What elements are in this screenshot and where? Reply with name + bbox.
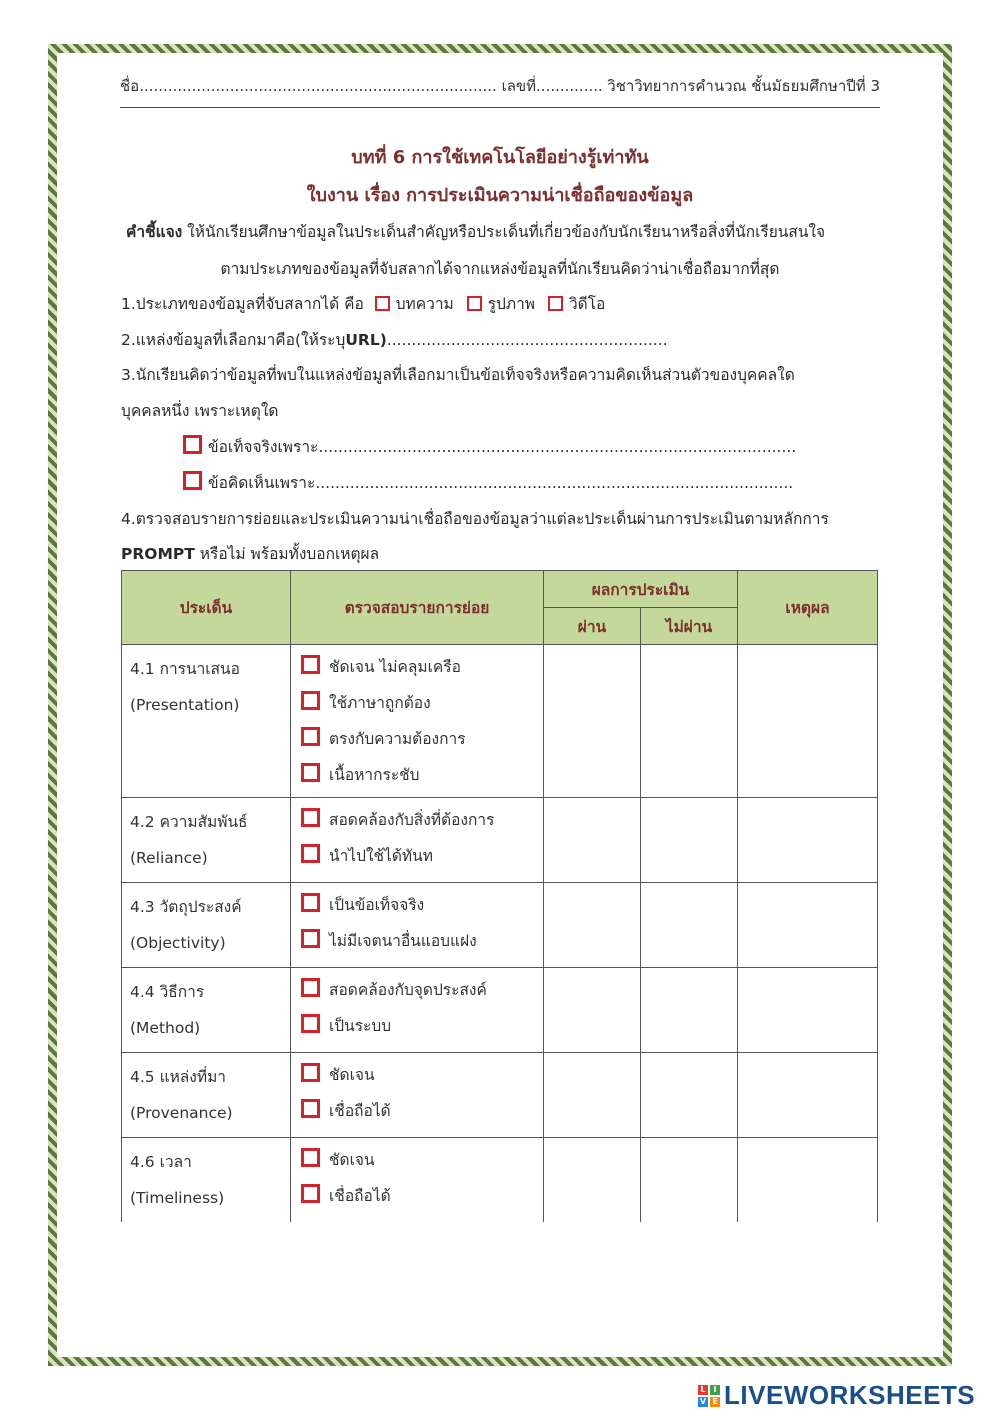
check-item-checkbox[interactable] [301,1184,320,1203]
check-item [301,1057,533,1093]
check-item [301,1178,533,1214]
topic-english: (Presentation) [130,696,240,714]
check-item-checkbox[interactable] [301,1148,320,1167]
check-item-checkbox[interactable] [301,893,320,912]
instructions-line1 [126,219,825,244]
reason-cell[interactable] [738,645,878,798]
topic-english: (Objectivity) [130,934,226,952]
topic-thai: 4.5 แหล่งที่มา [130,1068,226,1086]
checks-cell [291,968,544,1053]
q3-opinion-row [183,470,793,495]
pass-cell[interactable] [544,1053,641,1138]
topic-thai: 4.3 วัตถุประสงค์ [130,898,242,916]
check-item-checkbox[interactable] [301,763,320,782]
q1-text: 1.ประเภทของข้อมูลที่จับสลากได้ คือ [121,295,364,313]
checks-cell [291,645,544,798]
pass-cell[interactable] [544,1138,641,1223]
reason-cell[interactable] [738,798,878,883]
check-item-label: นำไปใช้ได้ทันท [329,847,433,865]
header-check: ตรวจสอบรายการย่อย [291,571,544,645]
check-item [301,887,533,923]
header-fail: ไม่ผ่าน [641,608,738,645]
topic-cell [122,968,291,1053]
topic-english: (Method) [130,1019,201,1037]
liveworksheets-logo [698,1380,975,1411]
table-row [122,1053,878,1138]
q3-fact-text[interactable]: ข้อเท็จจริงเพราะ................................................................................................. [208,438,797,456]
check-item-checkbox[interactable] [301,1099,320,1118]
topic-english: (Reliance) [130,849,208,867]
header-pass: ผ่าน [544,608,641,645]
header-issue: ประเด็น [122,571,291,645]
checks-cell [291,1053,544,1138]
topic-thai: 4.6 เวลา [130,1153,192,1171]
logo-mark-v: V [699,1396,707,1406]
logo-mark-l: L [698,1385,708,1395]
q2-text: 2.แหล่งข้อมูลที่เลือกมาคือ(ให้ระบุ [121,331,346,349]
header-divider [120,107,880,108]
topic-thai: 4.2 ความสัมพันธ์ [130,813,248,831]
check-item-checkbox[interactable] [301,808,320,827]
question-2 [121,327,668,352]
question-4-line2 [121,541,379,566]
checks-cell [291,798,544,883]
fail-cell[interactable] [641,968,738,1053]
check-item [301,1008,533,1044]
reason-cell[interactable] [738,883,878,968]
fail-cell[interactable] [641,798,738,883]
check-item-checkbox[interactable] [301,1063,320,1082]
topic-text [122,883,290,967]
check-item-checkbox[interactable] [301,691,320,710]
topic-text [122,1053,290,1137]
check-item-checkbox[interactable] [301,1014,320,1033]
check-item-label: สอดคล้องกับจุดประสงค์ [329,981,487,999]
option-image: รูปภาพ [487,295,536,313]
check-item-checkbox[interactable] [301,929,320,948]
reason-cell[interactable] [738,1053,878,1138]
topic-english: (Provenance) [130,1104,233,1122]
check-item-label: สอดคล้องกับสิ่งที่ต้องการ [329,811,495,829]
check-item-label: เป็นระบบ [329,1017,392,1035]
instructions-label: คำชี้แจง [126,223,183,241]
check-item-label: ชัดเจน [329,1151,375,1169]
topic-text [122,798,290,882]
worksheet-title: ใบงาน เรื่อง การประเมินความน่าเชื่อถือของข้อมูล [306,185,694,206]
reason-cell[interactable] [738,1138,878,1223]
check-item [301,1093,533,1129]
check-item-label: เชื่อถือได้ [329,1187,391,1205]
table-row [122,645,878,798]
check-item-label: เนื้อหากระชับ [329,766,420,784]
evaluation-table [121,570,878,1222]
check-item [301,685,533,721]
check-item-checkbox[interactable] [301,844,320,863]
topic-thai: 4.1 การนาเสนอ [130,660,240,678]
question-4-line1: 4.ตรวจสอบรายการย่อยและประเมินความน่าเชื่อถือของข้อมูลว่าแต่ละประเด็นผ่านการประเมินตามหลักการ [121,510,829,528]
instructions-line2: ตามประเภทของข้อมูลที่จับสลากได้จากแหล่งข้อมูลที่นักเรียนคิดว่าน่าเชื่อถือมากที่สุด [220,260,780,278]
checkbox-opinion[interactable] [183,471,202,490]
fail-cell[interactable] [641,1053,738,1138]
checkbox-image[interactable] [467,296,482,311]
q2-answer-line[interactable]: ......................................................... [386,331,668,349]
fail-cell[interactable] [641,1138,738,1223]
check-item [301,923,533,959]
subject-label: วิชาวิทยาการคำนวณ ชั้นมัธยมศึกษาปีที่ 3 [607,77,880,95]
checkbox-fact[interactable] [183,435,202,454]
header-result: ผลการประเมิน [544,571,738,608]
logo-text: LIVEWORKSHEETS [724,1380,976,1410]
topic-thai: 4.4 วิธีการ [130,983,205,1001]
check-item-checkbox[interactable] [301,978,320,997]
table-row [122,968,878,1053]
q3-fact-row [183,434,796,459]
q4-rest: หรือไม่ พร้อมทั้งบอกเหตุผล [194,545,380,563]
check-item-label: เชื่อถือได้ [329,1102,391,1120]
lesson-title: บทที่ 6 การใช้เทคโนโลยีอย่างรู้เท่าทัน [351,147,649,168]
check-item-label: เป็นข้อเท็จจริง [329,896,425,914]
pass-cell[interactable] [544,883,641,968]
check-item [301,972,533,1008]
header [120,74,880,98]
table-row [122,1138,878,1223]
check-item [301,757,533,793]
check-item [301,721,533,757]
check-item-label: ไม่มีเจตนาอื่นแอบแฝง [329,932,477,950]
q3-opinion-text[interactable]: ข้อคิดเห็นเพราะ................................................................................................. [208,474,794,492]
table-row [122,798,878,883]
logo-mark-icon [698,1385,720,1407]
check-item-label: ชัดเจน ไม่คลุมเครือ [329,658,461,676]
q2-url-label: URL) [345,331,387,349]
option-video: วิดีโอ [568,295,606,313]
check-item [301,838,533,874]
topic-cell [122,883,291,968]
pass-cell[interactable] [544,645,641,798]
checks-cell [291,883,544,968]
checks-cell [291,1138,544,1223]
check-item [301,1142,533,1178]
check-item [301,802,533,838]
topic-english: (Timeliness) [130,1189,225,1207]
question-1 [121,291,605,316]
checkbox-video[interactable] [548,296,563,311]
option-article: บทความ [395,295,454,313]
name-field[interactable]: ชื่อ........................................................................... เลขที่.............. [120,77,603,95]
pass-cell[interactable] [544,798,641,883]
check-item [301,649,533,685]
question-3-line2: บุคคลหนึ่ง เพราะเหตุใด [121,402,279,420]
logo-mark-e: E [710,1397,720,1407]
question-3-line1: 3.นักเรียนคิดว่าข้อมูลที่พบในแหล่งข้อมูลที่เลือกมาเป็นข้อเท็จจริงหรือความคิดเห็นส่วนตัวของบุคคลใด [121,366,795,384]
instructions-text: ให้นักเรียนศึกษาข้อมูลในประเด็นสำคัญหรือประเด็นที่เกี่ยวข้องกับนักเรียนาหรือสิ่งที่นักเรียนสนใจ [182,223,826,241]
header-reason: เหตุผล [738,571,878,645]
reason-cell[interactable] [738,968,878,1053]
table-row [122,883,878,968]
topic-cell [122,645,291,798]
check-item-label: ชัดเจน [329,1066,375,1084]
fail-cell[interactable] [641,645,738,798]
topic-cell [122,1138,291,1223]
check-item-label: ตรงกับความต้องการ [329,730,466,748]
topic-cell [122,1053,291,1138]
check-item-label: ใช้ภาษาถูกต้อง [329,694,431,712]
topic-cell [122,798,291,883]
check-item-checkbox[interactable] [301,655,320,674]
pass-cell[interactable] [544,968,641,1053]
topic-text [122,1138,290,1222]
checkbox-article[interactable] [375,296,390,311]
prompt-label: PROMPT [121,545,195,563]
logo-mark-i: I [710,1385,720,1395]
topic-text [122,645,290,729]
check-item-checkbox[interactable] [301,727,320,746]
topic-text [122,968,290,1052]
fail-cell[interactable] [641,883,738,968]
